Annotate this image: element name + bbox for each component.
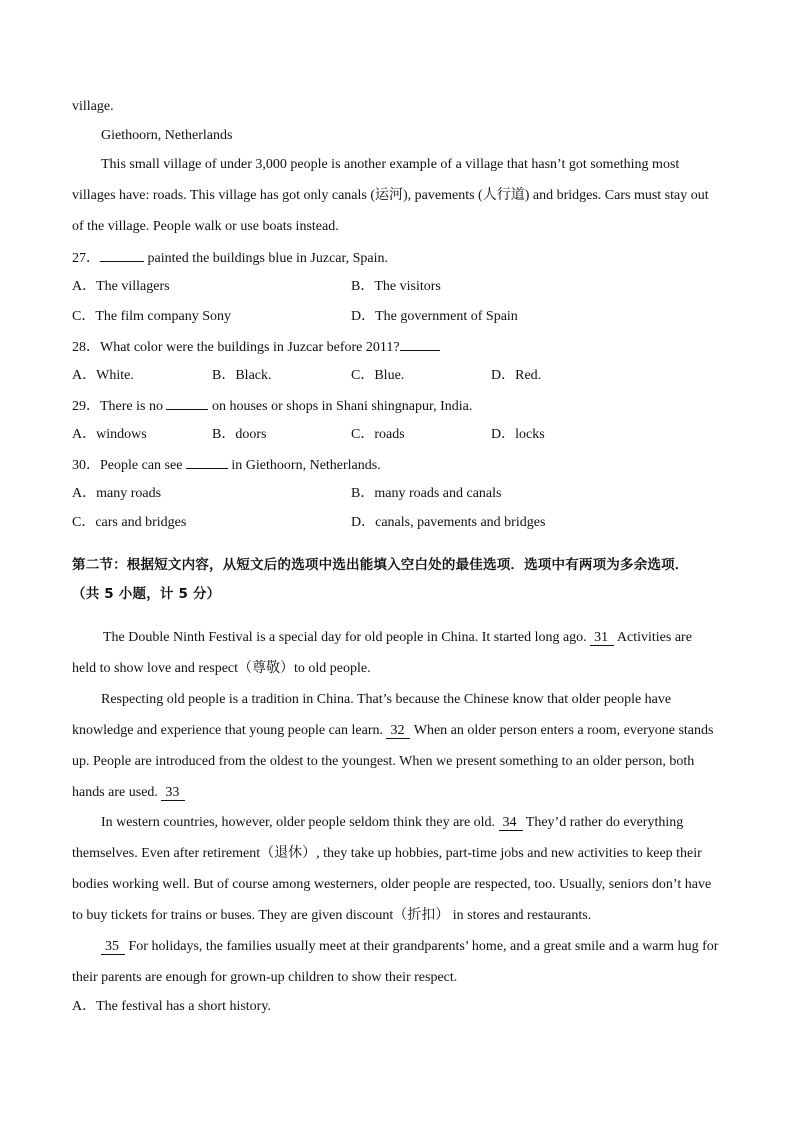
question-number: 28． <box>72 340 100 355</box>
section-2-instructions: 第二节：根据短文内容，从短文后的选项中选出能填入空白处的最佳选项．选项中有两项为多余选项． <box>72 557 689 573</box>
section-heading-giethoorn: Giethoorn, Netherlands <box>101 128 233 143</box>
question-text: in Giethoorn, Netherlands. <box>227 458 381 473</box>
passage-text: hands are used. <box>72 785 162 800</box>
question-28 <box>72 337 440 357</box>
blank-34: 34 <box>499 816 523 831</box>
passage-text: For holidays, the families usually meet at their grandparents’ home, and a great smile and a warm hug for <box>125 939 719 954</box>
option-a: A．White. <box>72 368 134 383</box>
passage-text-line: to buy tickets for trains or buses. They are given discount（折扣） in stores and restaurants. <box>72 908 592 923</box>
option-a: A．many roads <box>72 486 162 501</box>
section-2-score-note: （共 5 小题，计 5 分） <box>72 586 221 602</box>
passage-text-line: held to show love and respect（尊敬）to old people. <box>72 661 371 676</box>
blank-35: 35 <box>101 940 125 955</box>
question-number: 29． <box>72 399 100 414</box>
passage-text: They’d rather do everything <box>522 815 684 830</box>
option-c: C．Blue. <box>351 368 405 383</box>
answer-blank <box>186 455 228 469</box>
answer-blank <box>166 396 208 410</box>
passage-text: In western countries, however, older people seldom think they are old. <box>101 815 499 830</box>
passage-text-line <box>72 784 185 802</box>
question-number: 27． <box>72 251 100 266</box>
question-text: There is no <box>100 399 167 414</box>
blank-32: 32 <box>386 724 410 739</box>
passage-text-line: This small village of under 3,000 people is another example of a village that hasn’t got something most <box>101 157 680 172</box>
passage-text-line: of the village. People walk or use boats instead. <box>72 219 339 234</box>
passage-paragraph-3 <box>101 814 683 832</box>
blank-31: 31 <box>590 631 614 646</box>
option-d: D．Red. <box>491 368 542 383</box>
answer-blank <box>400 337 440 351</box>
passage-text-line: village. <box>72 99 114 114</box>
option-d: D．canals, pavements and bridges <box>351 515 546 530</box>
passage-text: When an older person enters a room, everyone stands <box>410 723 714 738</box>
question-27 <box>72 248 388 268</box>
passage-text-line: their parents are enough for grown-up children to show their respect. <box>72 970 458 985</box>
question-text: What color were the buildings in Juzcar before 2011? <box>100 340 400 355</box>
passage-paragraph-4 <box>101 938 718 956</box>
passage-paragraph-2: Respecting old people is a tradition in China. That’s because the Chinese know that older people have <box>101 692 672 707</box>
option-c: C．cars and bridges <box>72 515 187 530</box>
option-b: B．doors <box>212 427 267 442</box>
option-c: C．The film company Sony <box>72 309 232 324</box>
passage-text-line: bodies working well. But of course among westerners, older people are respected, too. Usually, seniors don’t have <box>72 877 712 892</box>
passage-text-line: up. People are introduced from the oldest to the youngest. When we present something to an older person, both <box>72 754 695 769</box>
option-d: D．locks <box>491 427 545 442</box>
blank-33: 33 <box>161 786 185 801</box>
passage-text: The Double Ninth Festival is a special day for old people in China. It started long ago. <box>103 630 591 645</box>
option-c: C．roads <box>351 427 405 442</box>
question-number: 30． <box>72 458 100 473</box>
passage-text: knowledge and experience that young people can learn. <box>72 723 387 738</box>
question-text: on houses or shops in Shani shingnapur, India. <box>208 399 473 414</box>
option-b: B．Black. <box>212 368 272 383</box>
option-b: B．The visitors <box>351 279 441 294</box>
option-a: A．windows <box>72 427 147 442</box>
question-30 <box>72 455 381 475</box>
answer-blank <box>100 248 144 262</box>
passage-text-line <box>72 722 713 740</box>
passage-text-line: themselves. Even after retirement（退休）, they take up hobbies, part-time jobs and new activities to keep their <box>72 846 702 861</box>
passage-paragraph-1 <box>103 629 692 647</box>
option-a: A．The villagers <box>72 279 170 294</box>
option-d: D．The government of Spain <box>351 309 518 324</box>
option-b: B．many roads and canals <box>351 486 502 501</box>
question-text: People can see <box>100 458 186 473</box>
option-a: A．The festival has a short history. <box>72 999 271 1014</box>
passage-text: Activities are <box>614 630 692 645</box>
passage-text-line: villages have: roads. This village has got only canals (运河), pavements (人行道) and bridges. Cars must stay out <box>72 188 709 203</box>
question-29 <box>72 396 472 416</box>
question-text: painted the buildings blue in Juzcar, Spain. <box>144 251 389 266</box>
